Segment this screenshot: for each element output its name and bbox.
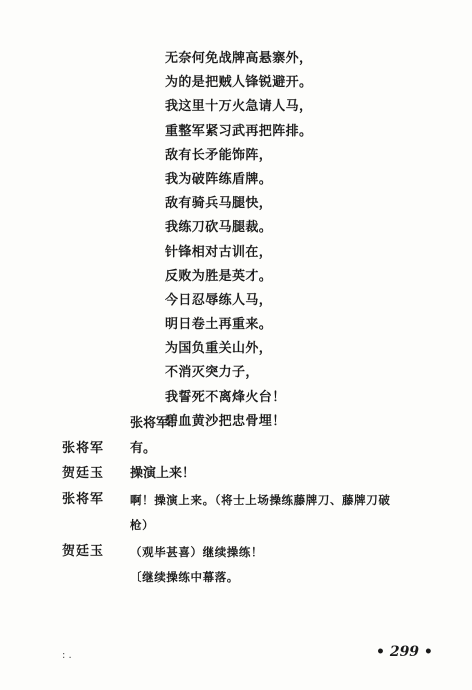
page-number: • 299 • [376,644,433,660]
dialogue-line: （观毕甚喜）继续操练！ [130,545,264,559]
speaker-name: 张将军 [62,441,105,456]
verse-line: 我这里十万火急请人马， [165,99,313,115]
speaker-name: 贺廷玉 [62,466,105,481]
verse-block [165,47,312,434]
verse-line: 为国负重关山外， [165,341,273,357]
verse-line: 我誓死不离烽火台！ [165,389,286,405]
verse-line: 无奈何免战牌高悬寨外， [165,51,313,66]
speaker-name: 张将军 [62,492,105,507]
dialogue-line: 有。 [130,441,157,456]
verse-line: 敌有长矛能饰阵， [165,147,273,163]
verse-line: 明日卷土再重来。 [165,317,273,333]
dialogue-line: 啊！操演上来。（将士上场操练藤牌刀、藤牌刀破 [130,493,391,507]
verse-line: 我为破阵练盾牌。 [165,171,273,187]
verse-line: 碧血黄沙把忠骨埋！ [165,413,286,429]
dialogue-line-call: 张将军！ [130,416,183,431]
verse-line: 针锋相对古训在， [165,244,273,260]
verse-line: 反败为胜是英才。 [165,268,273,284]
stage-direction: 〔继续操练中幕落。 [130,570,239,584]
verse-line: 不消灭突力子， [165,365,259,381]
dialogue-line: 操演上来！ [130,466,196,481]
verse-line: 重整军紧习武再把阵排。 [165,123,313,139]
verse-line: 今日忍辱练人马， [165,292,273,308]
verse-line: 我练刀砍马腿裁。 [165,220,273,236]
verse-line: 为的是把贼人锋锐避开。 [165,75,313,91]
stage-direction-continuation: 枪） [130,518,155,532]
speaker-name: 贺廷玉 [62,544,105,559]
verse-line: 敌有骑兵马腿快， [165,196,273,212]
print-mark: : . [62,650,72,661]
